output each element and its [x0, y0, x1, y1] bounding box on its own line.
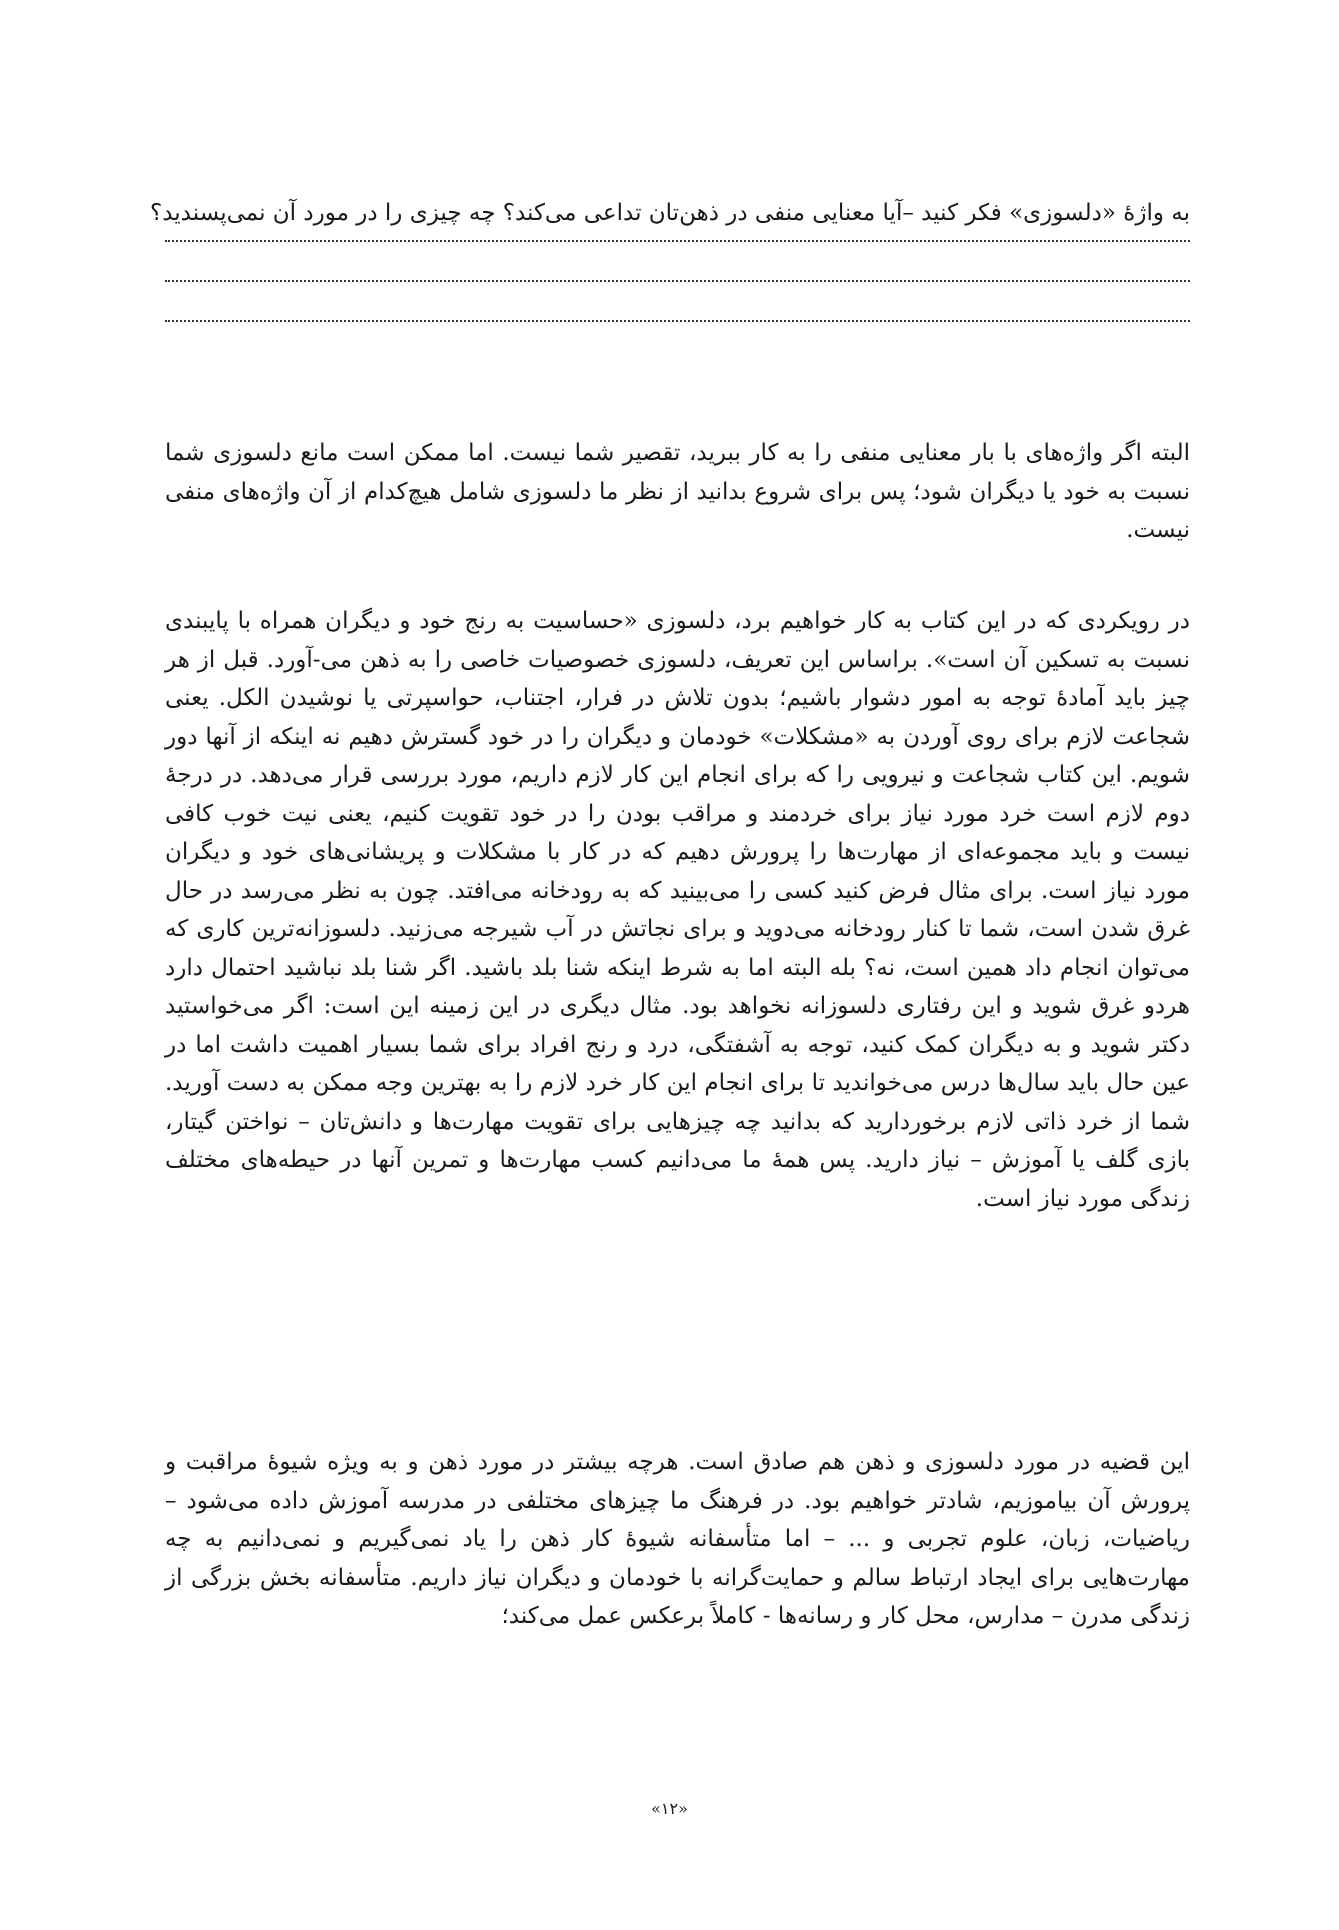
- reflection-question: به واژهٔ «دلسوزی» فکر کنید –آیا معنایی منفی در ذهن‌تان تداعی می‌کند؟ چه چیزی را در مورد آن نمی‌پسندید؟: [150, 200, 1190, 226]
- answer-line-1: [165, 240, 1190, 242]
- paragraph-3: این قضیه در مورد دلسوزی و ذهن هم صادق است. هرچه بیشتر در مورد ذهن و به ویژه شیوهٔ مراقبت و پرورش آن بیاموزیم، شادتر خواهیم بود. در فرهنگ ما چیزهای مختلفی در مدرسه آموزش داده می‌شود – ریاضیات، زبان، علوم تجربی و ... – اما متأسفانه شیوهٔ کار ذهن را یاد نمی‌گیریم و نمی‌دانیم به چه مهارت‌هایی برای ایجاد ارتباط سالم و حمایت‌گرانه با خودمان و دیگران نیاز داریم. متأسفانه بخش بزرگی از زندگی مدرن – مدارس، محل کار و رسانه‌ها - کاملاً برعکس عمل می‌کند؛: [165, 1449, 1190, 1629]
- answer-line-2: [165, 280, 1190, 282]
- paragraph-2: در رویکردی که در این کتاب به کار خواهیم برد، دلسوزی «حساسیت به رنج خود و دیگران همراه با پایبندی نسبت به تسکین آن است». براساس این تعریف، دلسوزی خصوصیات خاصی را به ذهن می-آورد. قبل از هر چیز باید آمادهٔ توجه به امور دشوار باشیم؛ بدون تلاش در فرار، اجتناب، حواسپرتی یا نوشیدن الکل. یعنی شجاعت لازم برای روی آوردن به «مشکلات» خودمان و دیگران را در خود گسترش دهیم نه اینکه از آنها دور شویم. این کتاب شجاعت و نیرویی را که برای انجام این کار لازم داریم، مورد بررسی قرار می‌دهد. در درجهٔ دوم لازم است خرد مورد نیاز برای خردمند و مراقب بودن را در خود تقویت کنیم، یعنی نیت خوب کافی نیست و باید مجموعه‌ای از مهارت‌ها را پرورش دهیم که در کار با مشکلات و پریشانی‌های خود و دیگران مورد نیاز است. برای مثال فرض کنید کسی را می‌بینید که به رودخانه می‌افتد. چون به نظر می‌رسد در حال غرق شدن است، شما تا کنار رودخانه می‌دوید و برای نجاتش در آب شیرجه می‌زنید. دلسوزانه‌ترین کاری که می‌توان انجام داد همین است، نه؟ بله البته اما به شرط اینکه شنا بلد باشید. اگر شنا بلد نباشید احتمال دارد هردو غرق شوید و این رفتاری دلسوزانه نخواهد بود. مثال دیگری در این زمینه این است: اگر می‌خواستید دکتر شوید و به دیگران کمک کنید، توجه به آشفتگی، درد و رنج افراد برای شما بسیار اهمیت داشت اما در عین حال باید سال‌ها درس می‌خواندید تا برای انجام این کار خرد لازم را به بهترین وجه ممکن به دست آورید. شما از خرد ذاتی لازم برخوردارید که بدانید چه چیزهایی برای تقویت مهارت‌ها و دانش‌تان – نواختن گیتار، بازی گلف یا آموزش – نیاز دارید. پس همهٔ ما می‌دانیم کسب مهارت‌ها و تمرین آنها در حیطه‌های مختلف زندگی مورد نیاز است.: [165, 608, 1190, 1212]
- answer-line-3: [165, 320, 1190, 322]
- paragraph-1: البته اگر واژه‌های با بار معنایی منفی را به کار ببرید، تقصیر شما نیست. اما ممکن است مانع دلسوزی شما نسبت به خود یا دیگران شود؛ پس برای شروع بدانید از نظر ما دلسوزی شامل هیچ‌کدام از آن واژه‌های منفی نیست.: [165, 440, 1190, 543]
- page-number: «۱۲»: [651, 1799, 688, 1818]
